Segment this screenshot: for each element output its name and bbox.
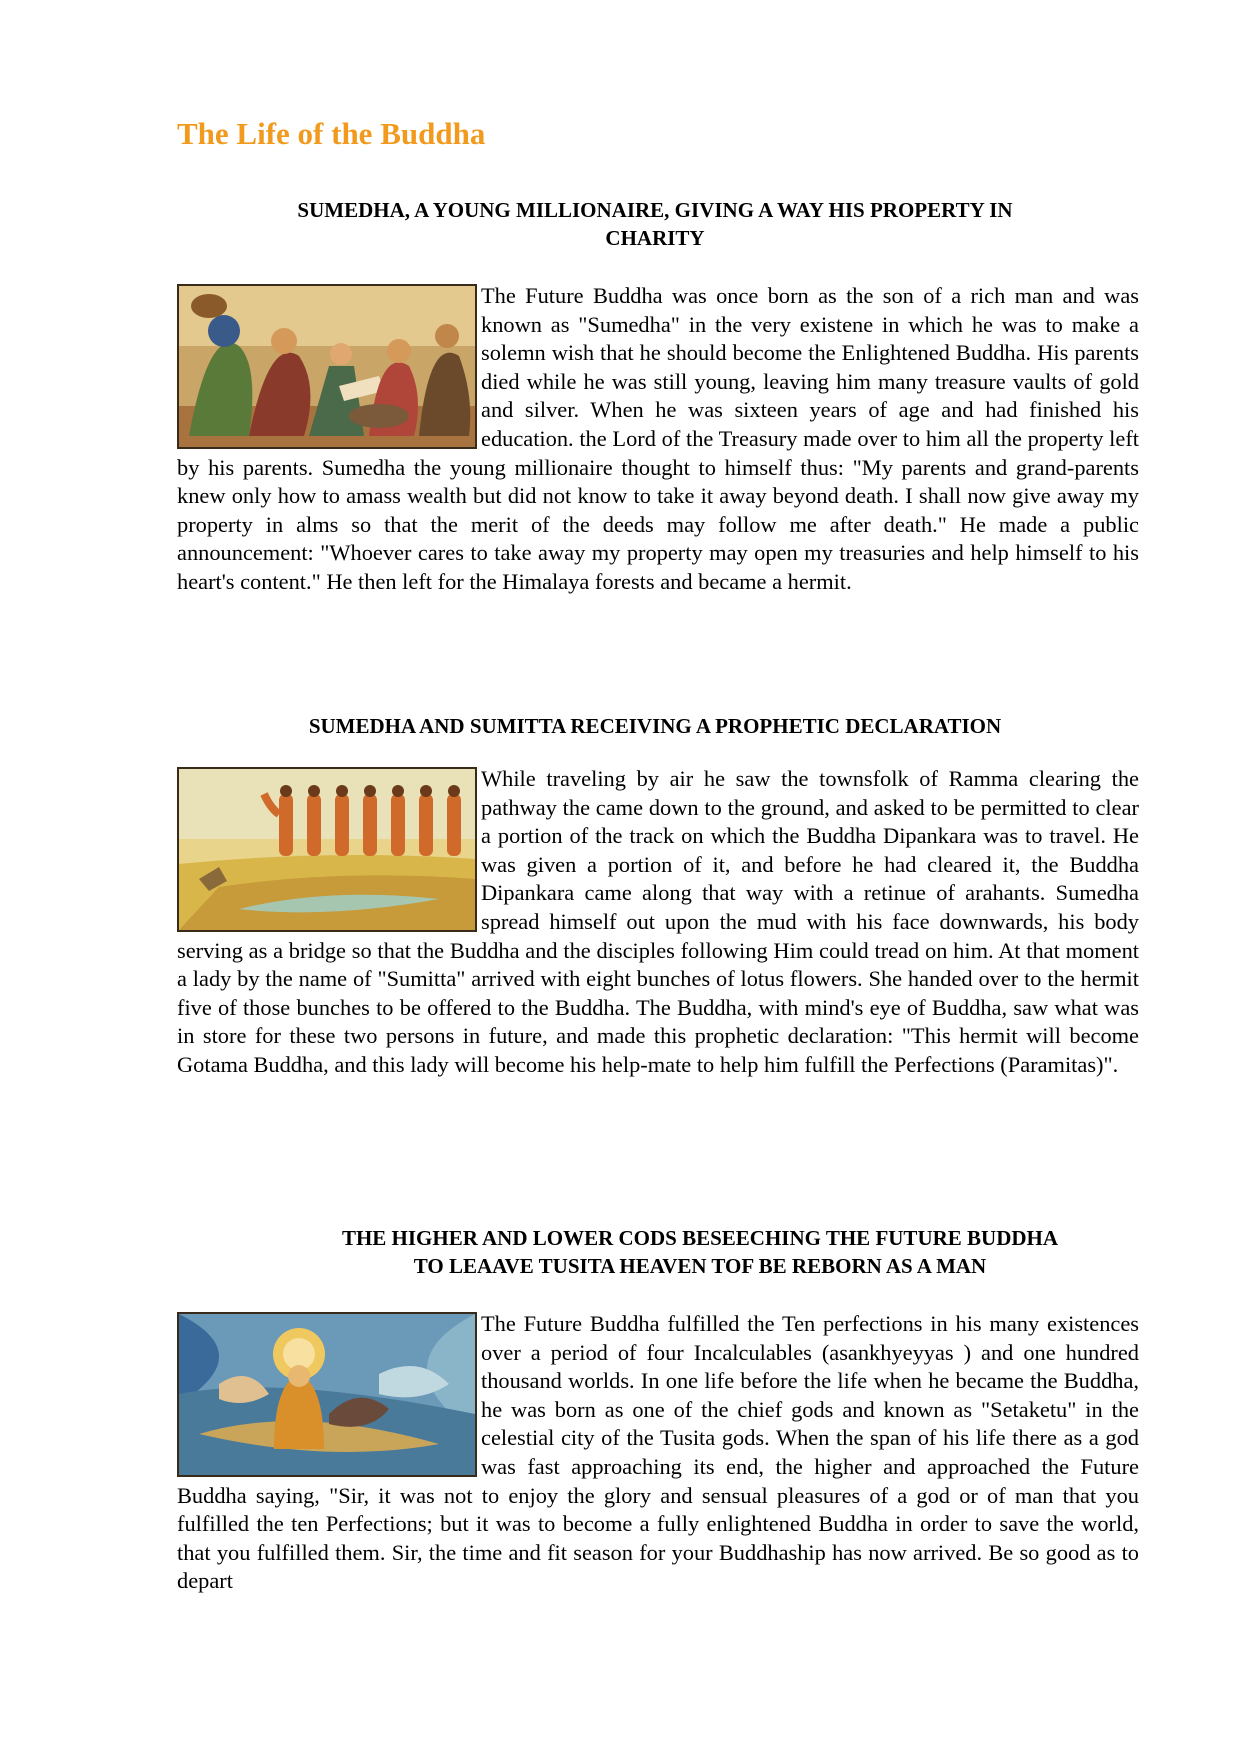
sumedha-giving-charity-illustration xyxy=(177,284,477,449)
section-heading-line: CHARITY xyxy=(605,226,705,250)
section-paragraph: While traveling by air he saw the townsfolk of Ramma clearing the pathway the came down to the ground, and asked to be permitted to clear a portion of the track on which the Buddha Dipankara was to travel. He was given a portion of it, and before he had cleared it, the Buddha Dipankara came along that way with a retinue of arahants. Sumedha spread himself out upon the mud with his face downwards, his body serving as a bridge so that the Buddha and the disciples following Him could tread on him. At that moment a lady by the name of "Sumitta" arrived with eight bunches of lotus flowers. She handed over to the hermit five of those bunches to be offered to the Buddha. The Buddha, with mind's eye of Buddha, saw what was in store for these two persons in future, and made this prophetic declaration: "This hermit will become Gotama Buddha, and this lady will become his help-mate to help him fulfill the Perfections (Paramitas)". xyxy=(177,766,1139,1077)
section-heading-line: TO LEAAVE TUSITA HEAVEN TOF BE REBORN AS A MAN xyxy=(413,1254,987,1278)
section-paragraph: The Future Buddha was once born as the son of a rich man and was known as "Sumedha" in the very existene in which he was to make a solemn wish that he should become the Enlightened Buddha. His parents died while he was still young, leaving him many treasure vaults of gold and silver. When he was sixteen years of age and had finished his education. the Lord of the Treasury made over to him all the property left by his parents. Sumedha the young millionaire thought to himself thus: "My parents and grand-parents knew only how to amass wealth but did not know to take it away beyond death. I shall now give away my property in alms so that the merit of the deeds may follow me after death." He made a public announcement: "Whoever cares to take away my property may open my treasuries and help himself to his heart's content." He then left for the Himalaya forests and became a hermit. xyxy=(177,283,1139,594)
section-heading-line: SUMEDHA AND SUMITTA RECEIVING A PROPHETIC DECLARATION xyxy=(308,714,1002,738)
section-body-tusita xyxy=(177,1310,1139,1596)
section-heading-line: THE HIGHER AND LOWER CODS BESEECHING THE FUTURE BUDDHA xyxy=(341,1226,1059,1250)
monks-procession-illustration xyxy=(177,767,477,932)
section-heading-prophecy xyxy=(215,712,1095,740)
document-title: The Life of the Buddha xyxy=(177,116,486,151)
section-heading-tusita xyxy=(255,1224,1145,1280)
section-body-charity xyxy=(177,282,1139,597)
section-heading-line: SUMEDHA, A YOUNG MILLIONAIRE, GIVING A WAY HIS PROPERTY IN xyxy=(297,198,1013,222)
section-body-prophecy xyxy=(177,765,1139,1080)
tusita-heaven-illustration xyxy=(177,1312,477,1477)
section-paragraph: The Future Buddha fulfilled the Ten perfections in his many existences over a period of four Incalculables (asankhyeyyas ) and one hundred thousand worlds. In one life before the life when he became the Buddha, he was born as one of the chief gods and known as "Setaketu" in the celestial city of the Tusita gods. When the span of his life there as a god was fast approaching its end, the higher and approached the Future Buddha saying, "Sir, it was not to enjoy the glory and sensual pleasures of a god or of man that you fulfilled the ten Perfections; but it was to become a fully enlightened Buddha in order to save the world, that you fulfilled them. Sir, the time and fit season for your Buddhaship has now arrived. Be so good as to depart xyxy=(177,1311,1139,1594)
section-heading-charity xyxy=(215,196,1095,252)
